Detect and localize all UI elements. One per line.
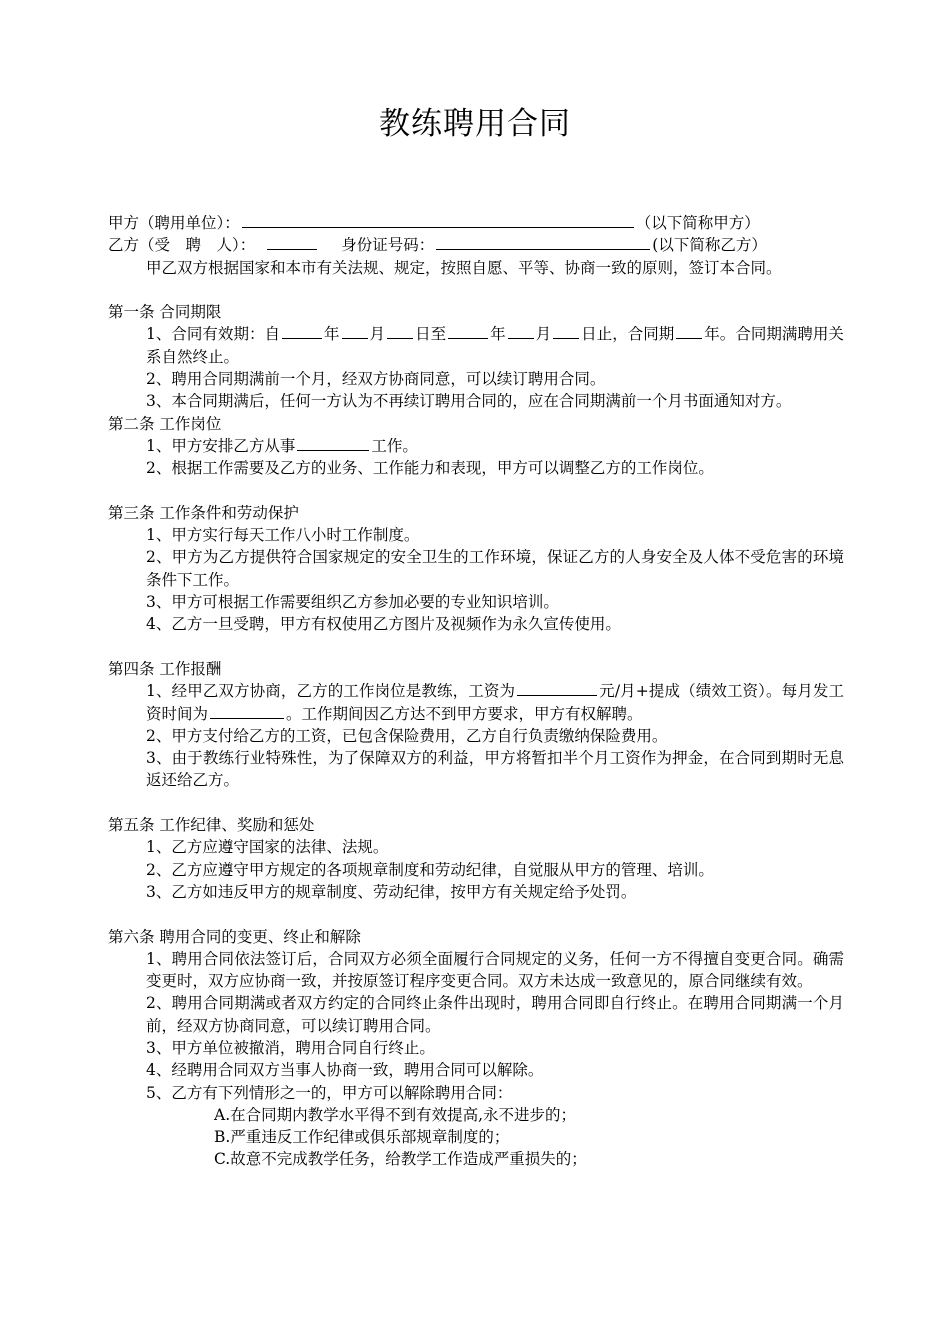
article-3-clause-3: 3、甲方可根据工作需要组织乙方参加必要的专业知识培训。: [146, 593, 559, 612]
article-5-clause-3: 3、乙方如违反甲方的规章制度、劳动纪律，按甲方有关规定给予处罚。: [146, 882, 637, 901]
article-1-clause-1: [108, 323, 844, 368]
list-item: A.在合同期内教学水平得不到有效提高,永不进步的；: [214, 1105, 577, 1124]
list-item: C.故意不完成教学任务，给教学工作造成严重损失的；: [214, 1150, 587, 1169]
article-5-clause-2: 2、乙方应遵守甲方规定的各项规章制度和劳动纪律，自觉服从甲方的管理、培训。: [146, 860, 714, 879]
party-b-suffix: (以下简称乙方）: [652, 236, 767, 255]
list-item: B.严重违反工作纪律或俱乐部规章制度的；: [214, 1128, 510, 1147]
party-a-blank[interactable]: [242, 213, 634, 228]
start-day-blank[interactable]: [387, 323, 413, 339]
article-1-heading: 第一条 合同期限: [108, 303, 222, 322]
party-b-id-label: 身份证号码：: [341, 236, 435, 255]
preamble: 甲乙双方根据国家和本市有关法规、规定，按照自愿、平等、协商一致的原则，签订本合同。: [146, 258, 782, 277]
clause-text: 。工作期间因乙方达不到甲方要求，甲方有权解聘。: [286, 704, 643, 723]
clause-text: 元/月+提成（绩效工资）。每月发工资时间为: [146, 682, 844, 723]
article-6-clause-3: 3、甲方单位被撤消，聘用合同自行终止。: [146, 1038, 435, 1057]
party-a-label: 甲方（聘用单位）：: [108, 214, 240, 232]
party-a-line: [108, 212, 844, 234]
end-year-blank[interactable]: [448, 323, 488, 339]
article-5-clause-1: 1、乙方应遵守国家的法律、法规。: [146, 838, 389, 857]
article-6-clause-4: 4、经聘用合同双方当事人协商一致，聘用合同可以解除。: [146, 1061, 544, 1080]
start-year-blank[interactable]: [282, 323, 322, 339]
clause-text: 工作。: [371, 436, 418, 455]
article-6-clause-2: 2、聘用合同期满或者双方约定的合同终止条件出现时，聘用合同即自行终止。在聘用合同期满一个月前，经双方协商同意，可以续订聘用合同。: [146, 994, 844, 1035]
end-month-blank[interactable]: [508, 323, 534, 339]
article-1-clause-2: 2、聘用合同期满前一个月，经双方协商同意，可以续订聘用合同。: [146, 370, 606, 389]
clause-text: 月: [535, 325, 552, 344]
article-4-clause-2: 2、甲方支付给乙方的工资，已包含保险费用，乙方自行负责缴纳保险费用。: [146, 726, 668, 745]
clause-text: 年。合同期满聘用关系自然终止。: [146, 325, 844, 366]
clause-text: 1、合同有效期：自: [146, 325, 280, 344]
party-b-name-blank[interactable]: [267, 235, 317, 250]
article-6-clause-5: 5、乙方有下列情形之一的，甲方可以解除聘用合同：: [146, 1083, 513, 1102]
end-day-blank[interactable]: [553, 323, 579, 339]
article-3-clause-2: 2、甲方为乙方提供符合国家规定的安全卫生的工作环境，保证乙方的人身安全及人体不受危害的环境条件下工作。: [146, 548, 844, 589]
job-blank[interactable]: [297, 435, 369, 451]
article-2-heading: 第二条 工作岗位: [108, 414, 222, 433]
start-month-blank[interactable]: [342, 323, 368, 339]
page-title: 教练聘用合同: [379, 106, 571, 142]
payday-blank[interactable]: [210, 703, 284, 719]
article-5-heading: 第五条 工作纪律、奖励和惩处: [108, 816, 315, 835]
party-b-line: [108, 234, 844, 256]
party-a-suffix: （以下简称甲方）: [635, 214, 760, 232]
article-4-clause-1: [108, 680, 844, 725]
salary-blank[interactable]: [517, 680, 597, 696]
clause-text: 年: [490, 325, 506, 344]
term-years-blank[interactable]: [676, 323, 702, 339]
article-4-clause-3: 3、由于教练行业特殊性，为了保障双方的利益，甲方将暂扣半个月工资作为押金，在合同到期时无息返还给乙方。: [146, 749, 844, 790]
party-b-id-blank[interactable]: [436, 235, 650, 250]
article-3-clause-1: 1、甲方实行每天工作八小时工作制度。: [146, 526, 420, 545]
article-4-heading: 第四条 工作报酬: [108, 659, 222, 678]
clause-text: 日止，合同期: [581, 325, 675, 344]
article-1-clause-3: 3、本合同期满后，任何一方认为不再续订聘用合同的，应在合同期满前一个月书面通知对方。: [146, 392, 792, 411]
article-6-clause-1: 1、聘用合同依法签订后，合同双方必须全面履行合同规定的义务，任何一方不得擅自变更合同。确需变更时，双方应协商一致，并按原签订程序变更合同。双方未达成一致意见的，原合同继续有效。: [146, 949, 844, 991]
article-2-clause-2: 2、根据工作需要及乙方的业务、工作能力和表现，甲方可以调整乙方的工作岗位。: [146, 459, 714, 478]
clause-text: 年: [324, 325, 340, 344]
article-2-clause-1: [108, 435, 844, 457]
clause-text: 日至: [415, 325, 447, 344]
article-3-heading: 第三条 工作条件和劳动保护: [108, 503, 299, 522]
party-b-label: 乙方（受 聘 人）：: [108, 236, 256, 255]
article-3-clause-4: 4、乙方一旦受聘，甲方有权使用乙方图片及视频作为永久宣传使用。: [146, 615, 621, 634]
clause-text: 1、甲方安排乙方从事: [146, 436, 296, 455]
contract-body: [108, 212, 844, 1171]
article-6-heading: 第六条 聘用合同的变更、终止和解除: [108, 927, 361, 946]
clause-text: 1、经甲乙双方协商，乙方的工作岗位是教练，工资为: [146, 682, 516, 701]
clause-text: 月: [369, 325, 386, 344]
